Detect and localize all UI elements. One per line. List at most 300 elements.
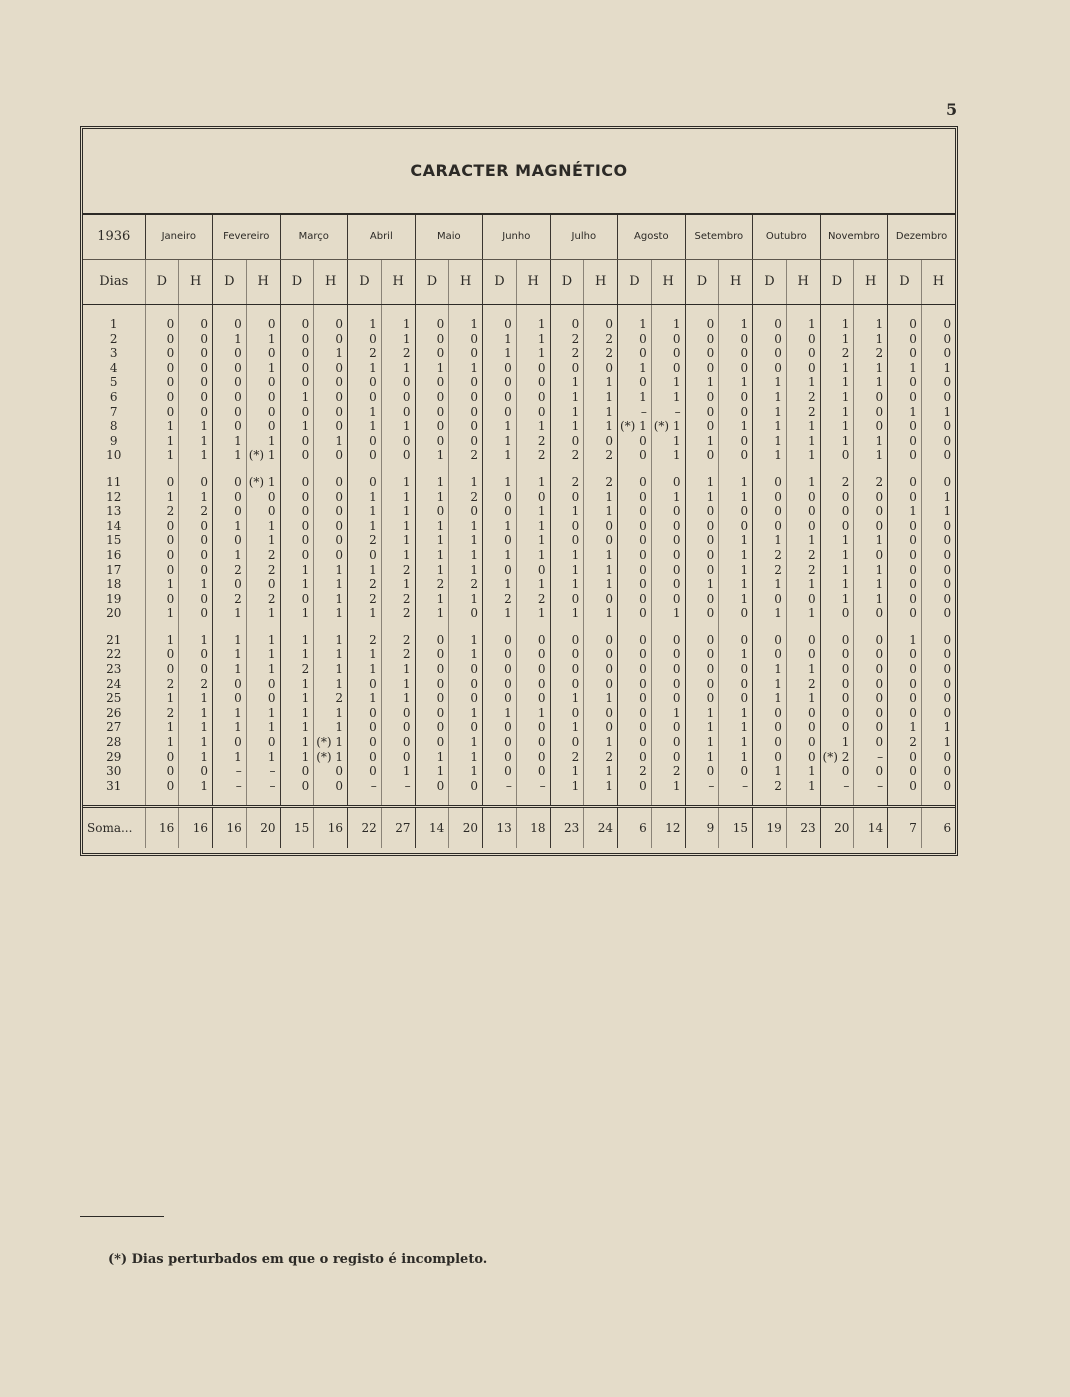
d-value: 1 <box>280 633 314 648</box>
h-value: 2 <box>381 346 415 361</box>
h-value: 1 <box>179 706 213 721</box>
day-row <box>83 361 955 376</box>
h-value: 0 <box>179 475 213 490</box>
h-header: H <box>786 260 820 305</box>
d-value: 1 <box>348 361 382 376</box>
h-value: 0 <box>854 647 888 662</box>
d-value: 0 <box>145 779 179 794</box>
d-value: 2 <box>348 346 382 361</box>
d-value: 0 <box>888 677 922 692</box>
h-value: 0 <box>516 390 550 405</box>
h-value: 2 <box>516 434 550 449</box>
h-value: 0 <box>786 519 820 534</box>
h-value: 0 <box>516 361 550 376</box>
d-value: 1 <box>213 750 247 765</box>
d-value: 1 <box>280 677 314 692</box>
d-value: 0 <box>685 419 719 434</box>
h-value: 0 <box>449 677 483 692</box>
day-number: 18 <box>83 577 145 592</box>
d-value: 0 <box>618 592 652 607</box>
h-value: 2 <box>516 592 550 607</box>
h-value: 0 <box>584 647 618 662</box>
d-value: 0 <box>483 405 517 420</box>
day-row <box>83 720 955 735</box>
h-value: (*) 1 <box>246 475 280 490</box>
d-value: 0 <box>483 735 517 750</box>
day-row <box>83 764 955 779</box>
d-value: 0 <box>888 563 922 578</box>
h-value: 1 <box>651 706 685 721</box>
d-value: 0 <box>415 375 449 390</box>
h-value: 1 <box>179 633 213 648</box>
spacer-cell <box>854 463 888 475</box>
d-value: 0 <box>888 592 922 607</box>
soma-value: 16 <box>179 807 213 849</box>
h-value: 2 <box>786 548 820 563</box>
spacer-cell <box>820 463 854 475</box>
d-value: 0 <box>213 533 247 548</box>
h-value: 0 <box>786 361 820 376</box>
h-value: 2 <box>179 677 213 692</box>
d-value: 1 <box>415 448 449 463</box>
d-value: 0 <box>280 592 314 607</box>
spacer-cell <box>921 305 955 318</box>
d-value: 1 <box>415 764 449 779</box>
h-value: 2 <box>246 592 280 607</box>
d-value: 1 <box>483 419 517 434</box>
soma-value: 16 <box>314 807 348 849</box>
h-value: 1 <box>381 533 415 548</box>
d-value: 0 <box>888 750 922 765</box>
d-value: 1 <box>550 390 584 405</box>
d-value: 0 <box>820 720 854 735</box>
h-value: 2 <box>449 577 483 592</box>
h-value: 1 <box>179 577 213 592</box>
h-value: 2 <box>246 548 280 563</box>
d-value: 1 <box>753 419 787 434</box>
d-value: 0 <box>415 346 449 361</box>
d-value: – <box>618 405 652 420</box>
d-value: 0 <box>280 504 314 519</box>
soma-value: 20 <box>820 807 854 849</box>
h-value: 0 <box>516 720 550 735</box>
day-number: 2 <box>83 332 145 347</box>
h-value: 0 <box>943 591 952 606</box>
spacer-cell <box>854 793 888 807</box>
h-value: 1 <box>943 504 952 519</box>
spacer-cell <box>348 793 382 807</box>
h-value: – <box>651 405 685 420</box>
d-value: – <box>213 764 247 779</box>
h-value: 1 <box>381 691 415 706</box>
h-value: 0 <box>516 677 550 692</box>
h-value: 0 <box>449 662 483 677</box>
h-value: 0 <box>786 504 820 519</box>
h-value: 1 <box>381 317 415 332</box>
d-value: 0 <box>483 361 517 376</box>
h-value: 0 <box>449 346 483 361</box>
d-value: 0 <box>483 750 517 765</box>
day-row <box>83 434 955 449</box>
d-value: 0 <box>213 490 247 505</box>
d-value: 0 <box>550 677 584 692</box>
h-value: 1 <box>651 375 685 390</box>
day-row <box>83 390 955 405</box>
h-value: 1 <box>314 662 348 677</box>
h-value: 0 <box>381 750 415 765</box>
h-value: – <box>516 779 550 794</box>
h-value: 1 <box>719 720 753 735</box>
h-value: 1 <box>719 419 753 434</box>
h-value: 0 <box>179 606 213 621</box>
d-value: 0 <box>820 448 854 463</box>
year-label: 1936 <box>83 214 145 260</box>
spacer-cell <box>381 463 415 475</box>
spacer-cell <box>888 463 922 475</box>
d-value: 1 <box>483 434 517 449</box>
h-value: 0 <box>381 735 415 750</box>
d-value: 1 <box>618 317 652 332</box>
h-value: 1 <box>449 361 483 376</box>
d-value: 1 <box>213 332 247 347</box>
d-value: 0 <box>483 390 517 405</box>
magnetic-character-table-frame <box>80 126 958 856</box>
dh-header-row <box>83 260 955 305</box>
d-value: 0 <box>483 375 517 390</box>
day-row <box>83 606 955 621</box>
h-value: 0 <box>584 519 618 534</box>
d-value: 0 <box>685 390 719 405</box>
h-value: 0 <box>314 475 348 490</box>
h-value: 0 <box>854 405 888 420</box>
d-value: 1 <box>348 405 382 420</box>
d-value: 0 <box>550 633 584 648</box>
d-value: 0 <box>820 647 854 662</box>
day-number: 28 <box>83 735 145 750</box>
d-value: 0 <box>820 633 854 648</box>
h-value: 0 <box>246 390 280 405</box>
h-value: 1 <box>854 577 888 592</box>
h-value: – <box>854 750 888 765</box>
d-value: 0 <box>685 448 719 463</box>
h-value: 1 <box>179 434 213 449</box>
d-value: 0 <box>753 750 787 765</box>
h-value: 2 <box>381 633 415 648</box>
d-value: 0 <box>888 764 922 779</box>
d-value: 1 <box>820 405 854 420</box>
day-row <box>83 662 955 677</box>
d-value: 0 <box>415 662 449 677</box>
h-value: 1 <box>854 592 888 607</box>
h-value: 0 <box>314 405 348 420</box>
h-value: 0 <box>854 691 888 706</box>
d-value: 0 <box>483 720 517 735</box>
h-value: 0 <box>381 405 415 420</box>
spacer-cell <box>179 305 213 318</box>
d-value: 1 <box>685 750 719 765</box>
h-header: H <box>921 260 955 305</box>
h-value: 0 <box>584 706 618 721</box>
h-value: 1 <box>246 633 280 648</box>
d-value: 1 <box>415 361 449 376</box>
h-value: 0 <box>449 779 483 794</box>
h-value: 0 <box>314 361 348 376</box>
h-value: 1 <box>246 706 280 721</box>
d-value: 1 <box>483 448 517 463</box>
spacer-cell <box>314 793 348 807</box>
spacer-row <box>83 305 955 318</box>
h-value: 1 <box>449 764 483 779</box>
d-value: (*) 1 <box>618 419 652 434</box>
h-value: 1 <box>381 677 415 692</box>
spacer-cell <box>381 305 415 318</box>
day-row <box>83 691 955 706</box>
d-value: 0 <box>145 361 179 376</box>
d-value: 2 <box>348 633 382 648</box>
soma-value: 18 <box>516 807 550 849</box>
spacer-cell <box>213 463 247 475</box>
spacer-cell <box>550 463 584 475</box>
d-value: 2 <box>145 706 179 721</box>
d-value: 0 <box>618 375 652 390</box>
d-value: 1 <box>280 647 314 662</box>
h-value: 2 <box>449 490 483 505</box>
d-value: – <box>213 779 247 794</box>
h-value: (*) 1 <box>651 419 685 434</box>
h-value: 0 <box>584 677 618 692</box>
h-value: 0 <box>179 405 213 420</box>
h-value: 2 <box>381 563 415 578</box>
d-value: 1 <box>550 691 584 706</box>
d-value: 2 <box>483 592 517 607</box>
d-value: 1 <box>213 548 247 563</box>
d-value: 0 <box>483 490 517 505</box>
h-value: 0 <box>651 577 685 592</box>
h-value: 0 <box>719 519 753 534</box>
d-value: 0 <box>415 677 449 692</box>
d-value: 0 <box>618 691 652 706</box>
h-value: 0 <box>943 562 952 577</box>
day-number: 9 <box>83 434 145 449</box>
h-value: 1 <box>786 448 820 463</box>
d-value: 1 <box>213 448 247 463</box>
day-number: 22 <box>83 647 145 662</box>
gap-row <box>83 463 955 475</box>
d-value: 1 <box>483 606 517 621</box>
d-value: 0 <box>685 677 719 692</box>
h-value: 1 <box>786 434 820 449</box>
soma-value: 16 <box>145 807 179 849</box>
d-value: 0 <box>618 779 652 794</box>
h-value: 1 <box>449 735 483 750</box>
d-value: 0 <box>888 647 922 662</box>
spacer-cell <box>415 621 449 633</box>
spacer-cell <box>921 463 955 475</box>
d-value: 1 <box>213 519 247 534</box>
d-value: 0 <box>145 548 179 563</box>
h-value: 2 <box>786 390 820 405</box>
d-value: 0 <box>550 317 584 332</box>
d-value: 0 <box>888 317 922 332</box>
h-value: 2 <box>584 448 618 463</box>
h-value: 1 <box>246 720 280 735</box>
d-value: 0 <box>753 647 787 662</box>
d-value: 0 <box>618 577 652 592</box>
d-value: 1 <box>550 577 584 592</box>
month-header: Outubro <box>753 214 821 260</box>
soma-value: 22 <box>348 807 382 849</box>
d-value: 1 <box>820 577 854 592</box>
h-value: 0 <box>449 419 483 434</box>
d-value: 0 <box>145 563 179 578</box>
d-value: 0 <box>618 434 652 449</box>
d-value: 0 <box>753 519 787 534</box>
d-value: 1 <box>348 563 382 578</box>
day-number: 12 <box>83 490 145 505</box>
d-header: D <box>483 260 517 305</box>
h-value: 0 <box>786 332 820 347</box>
d-value: 0 <box>618 533 652 548</box>
h-value: 1 <box>943 404 952 419</box>
d-value: 0 <box>550 434 584 449</box>
h-header: H <box>246 260 280 305</box>
d-value: 0 <box>685 548 719 563</box>
d-value: 1 <box>820 419 854 434</box>
day-row <box>83 677 955 692</box>
day-number: 16 <box>83 548 145 563</box>
h-value: – <box>854 779 888 794</box>
h-value: 2 <box>584 475 618 490</box>
day-number: 30 <box>83 764 145 779</box>
d-value: 1 <box>753 375 787 390</box>
day-number: 25 <box>83 691 145 706</box>
d-value: 0 <box>618 750 652 765</box>
h-value: 1 <box>584 490 618 505</box>
spacer-cell <box>213 621 247 633</box>
d-value: 1 <box>550 779 584 794</box>
soma-value: 6 <box>618 807 652 849</box>
d-value: 0 <box>888 434 922 449</box>
h-header: H <box>449 260 483 305</box>
d-value: 0 <box>753 346 787 361</box>
h-value: 0 <box>246 419 280 434</box>
d-value: 1 <box>618 361 652 376</box>
d-value: 0 <box>618 735 652 750</box>
h-value: 0 <box>854 764 888 779</box>
h-value: 1 <box>651 390 685 405</box>
h-value: 0 <box>246 691 280 706</box>
h-value: 0 <box>786 750 820 765</box>
h-value: 0 <box>651 592 685 607</box>
h-value: 0 <box>179 390 213 405</box>
h-value: 0 <box>651 633 685 648</box>
d-value: 0 <box>145 317 179 332</box>
spacer-cell <box>651 793 685 807</box>
h-value: 1 <box>584 405 618 420</box>
d-value: 0 <box>685 519 719 534</box>
day-number: 5 <box>83 375 145 390</box>
d-value: 1 <box>888 504 922 519</box>
h-value: 0 <box>246 375 280 390</box>
h-value: 1 <box>719 706 753 721</box>
d-value: 1 <box>145 720 179 735</box>
h-value: 1 <box>584 548 618 563</box>
h-value: 0 <box>179 332 213 347</box>
spacer-cell <box>550 305 584 318</box>
h-value: 0 <box>516 647 550 662</box>
spacer-cell <box>516 463 550 475</box>
d-value: 0 <box>483 533 517 548</box>
h-value: 2 <box>786 563 820 578</box>
d-value: 0 <box>685 317 719 332</box>
d-value: 0 <box>348 475 382 490</box>
h-value: 0 <box>943 346 952 361</box>
day-row <box>83 317 955 332</box>
h-value: 0 <box>584 592 618 607</box>
spacer-cell <box>280 621 314 633</box>
h-value: 1 <box>516 346 550 361</box>
h-value: 0 <box>719 448 753 463</box>
h-value: 0 <box>449 375 483 390</box>
h-value: 0 <box>179 361 213 376</box>
d-value: 1 <box>213 647 247 662</box>
spacer-cell <box>584 793 618 807</box>
h-header: H <box>584 260 618 305</box>
h-value: 0 <box>516 735 550 750</box>
d-value: 0 <box>213 577 247 592</box>
d-value: 0 <box>145 592 179 607</box>
spacer-cell <box>584 463 618 475</box>
h-value: 0 <box>719 677 753 692</box>
h-value: 1 <box>314 346 348 361</box>
d-value: 1 <box>685 490 719 505</box>
d-value: 0 <box>685 563 719 578</box>
h-value: 0 <box>179 533 213 548</box>
h-value: 0 <box>719 633 753 648</box>
d-value: 2 <box>753 563 787 578</box>
soma-label: Soma... <box>83 807 145 849</box>
d-value: 2 <box>415 577 449 592</box>
h-value: 0 <box>516 691 550 706</box>
h-value: 1 <box>179 490 213 505</box>
h-value: 1 <box>651 606 685 621</box>
month-header: Junho <box>483 214 551 260</box>
spacer-cell <box>651 463 685 475</box>
h-value: 1 <box>719 750 753 765</box>
d-value: 0 <box>213 405 247 420</box>
h-value: 0 <box>719 390 753 405</box>
d-value: 1 <box>145 419 179 434</box>
d-value: 1 <box>820 317 854 332</box>
d-value: 0 <box>618 662 652 677</box>
d-value: 1 <box>753 662 787 677</box>
h-value: 0 <box>449 504 483 519</box>
d-value: 0 <box>618 720 652 735</box>
d-value: 1 <box>483 346 517 361</box>
spacer-cell <box>381 621 415 633</box>
d-value: 0 <box>685 504 719 519</box>
d-value: 0 <box>280 405 314 420</box>
d-value: 1 <box>820 735 854 750</box>
h-value: 2 <box>854 346 888 361</box>
day-row <box>83 750 955 765</box>
h-value: 0 <box>943 691 952 706</box>
h-value: 0 <box>854 720 888 735</box>
d-value: 0 <box>213 735 247 750</box>
h-value: 1 <box>449 475 483 490</box>
h-value: 1 <box>246 647 280 662</box>
d-value: 1 <box>753 606 787 621</box>
